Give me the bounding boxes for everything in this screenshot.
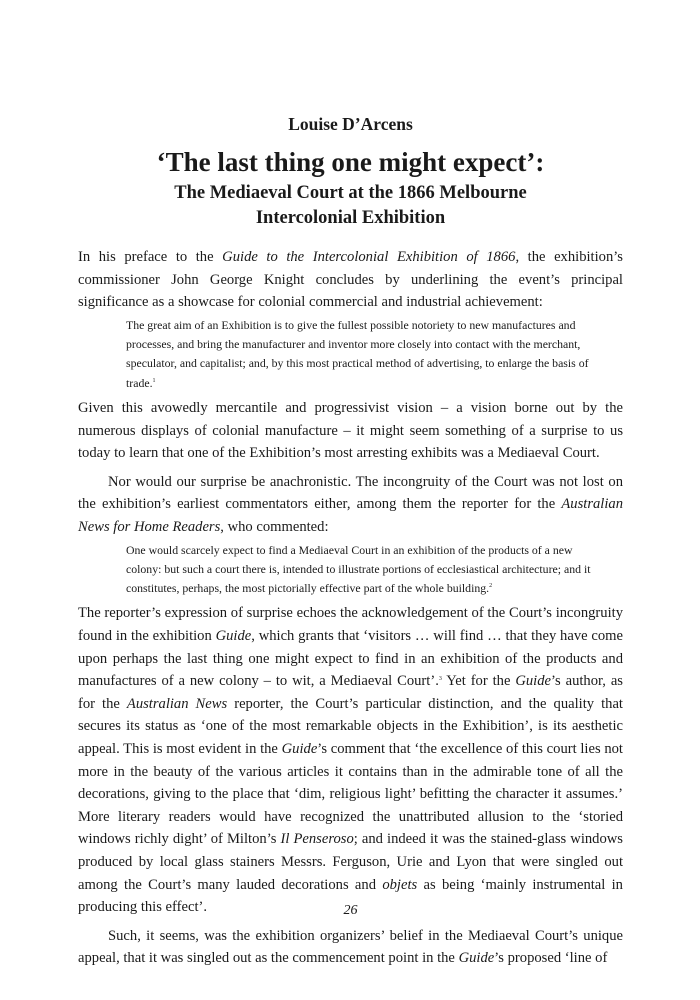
text-run: ’s proposed ‘line of — [494, 950, 608, 967]
text-run: The reporter’s expression of surprise echoes the acknowledgement of the Court’s incongruity found in the exhibition — [78, 605, 623, 645]
text-run: , who commented: — [220, 518, 329, 535]
author-name: Louise D’Arcens — [288, 114, 413, 134]
page-number: 26 — [343, 903, 358, 918]
block-quote-2 — [126, 541, 605, 599]
chapter-subtitle — [78, 181, 623, 231]
italic-title: Guide — [458, 950, 495, 967]
italic-title: Guide — [281, 740, 318, 757]
text-run: Yet for the — [441, 673, 516, 690]
footnote-marker[interactable]: 3 — [438, 676, 442, 683]
paragraph-1 — [78, 246, 623, 314]
text-run: , the exhibition’s commissioner John George Knight concludes by underlining the event’s principal significance as a showcase for colonial commercial and industrial achievement: — [78, 249, 623, 311]
body-text — [78, 246, 623, 970]
footnote-marker[interactable]: 2 — [489, 583, 493, 590]
subtitle-line-2: Intercolonial Exhibition — [255, 208, 446, 228]
italic-title: Guide — [515, 673, 551, 690]
text-run: Such, it seems, was the exhibition organizers’ belief in the Mediaeval Court’s unique appeal, that it was singled out as the commencement point in the — [78, 927, 623, 967]
text-run: ; and indeed it was the stained-glass windows produced by local glass stainers Messrs. Ferguson, Urie and Lyon that were singled out among the Court’s many lauded decorations and — [78, 831, 623, 893]
text-run: In his preface to the — [78, 249, 223, 265]
quote-text: One would scarcely expect to find a Mediaeval Court in an exhibition of the products of a new colony: but such a court there is, intended to illustrate portions of ecclesiastical architecture; and it constitutes, perhaps, the most pictorially effective part of the whole building. — [126, 542, 591, 596]
italic-title: Australian News for Home Readers — [78, 496, 623, 535]
chapter-title: ‘The last thing one might expect’: — [156, 147, 545, 177]
paragraph-3 — [78, 471, 623, 539]
text-run: , which grants that ‘visitors … will find … that they have come upon perhaps the last thing one might expect to find in an exhibition of the products and manufactures of a new colony – to wit, a Mediaeval Court’. — [78, 628, 623, 690]
italic-title: Guide — [215, 628, 252, 645]
text-run: Nor would our surprise be anachronistic. The incongruity of the Court was not lost on the exhibition’s earliest commentators either, among them the reporter for the — [78, 473, 623, 513]
text-run: reporter, the Court’s particular distinction, and the quality that secures its status as ‘one of the most remarkable objects in the Exhibition’, is its aesthetic appeal. This is most evident in the — [78, 695, 623, 757]
text-run: as being ‘mainly instrumental in producing this effect’. — [78, 876, 623, 916]
italic-title: Guide to the Intercolonial Exhibition of 1866 — [222, 249, 516, 265]
text-run: ’s comment that ‘the excellence of this court lies not more in the beauty of the various articles it contains than in the admirable tone of all the decorations, giving to the place that ‘dim, religious light’ befitting the character it assumes.’ More literary readers would have recognized the unattributed allusion to the ‘storied windows richly dight’ of Milton’s — [78, 740, 623, 848]
paragraph-4 — [78, 602, 623, 918]
paragraph-2: Given this avowedly mercantile and progressivist vision – a vision borne out by the numerous displays of colonial manufacture – it might seem something of a surprise to us today to learn that one of the Exhibition’s most arresting exhibits was a Mediaeval Court. — [78, 399, 623, 462]
italic-title: Australian News — [126, 695, 228, 712]
italic-term: objets — [382, 876, 418, 893]
italic-title: Il Penseroso — [280, 831, 354, 848]
page — [78, 0, 623, 1000]
block-quote-1 — [126, 316, 605, 393]
quote-text: The great aim of an Exhibition is to give the fullest possible notoriety to new manufactures and processes, and bring the manufacturer and inventor more closely into contact with the merchant, speculator, and capitalist; and, by this most practical method of advertising, to enlarge the basis of trade. — [126, 317, 589, 390]
paragraph-5 — [78, 925, 623, 970]
text-run: ’s author, as for the — [78, 673, 623, 712]
footnote-marker[interactable]: 1 — [152, 377, 156, 384]
subtitle-line-1: The Mediaeval Court at the 1866 Melbourne — [174, 183, 527, 203]
